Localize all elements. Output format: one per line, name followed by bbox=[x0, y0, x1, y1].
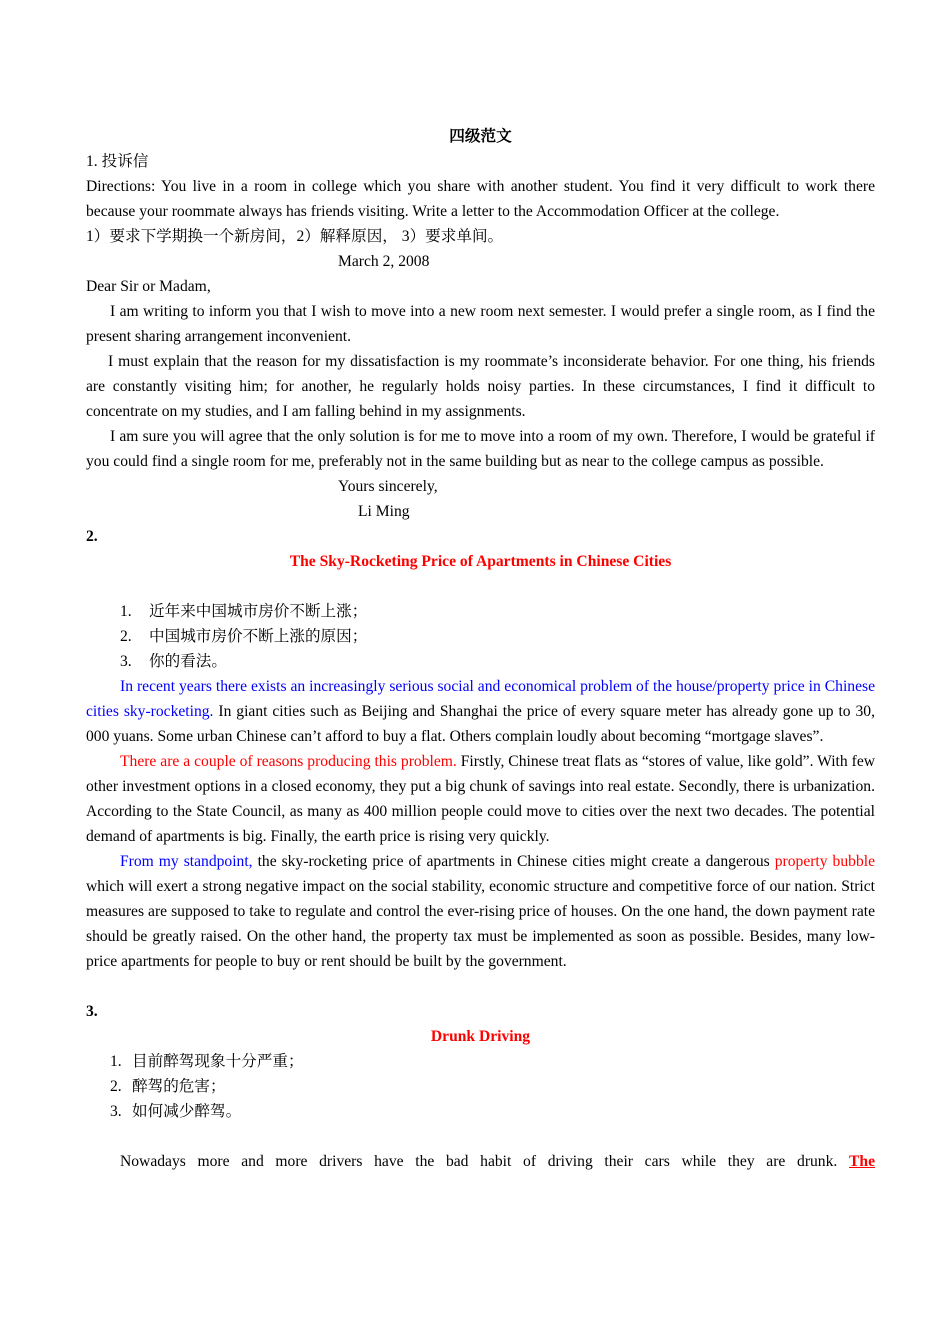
essay-2-paragraph-1: In recent years there exists an increasingly serious social and economical problem of the house/property price in Chinese cities sky-rocketing. In giant cities such as Beijing and Shanghai the price of every square meter has already gone up to 30, 000 yuans. Some urban Chinese can’t afford to buy a flat. Others complain loudly about becoming “mortgage slaves”. bbox=[86, 678, 876, 745]
outline-item: 2. 醉驾的危害； bbox=[110, 1078, 226, 1095]
section-3-title: Drunk Driving bbox=[430, 1028, 531, 1045]
letter-signature: Li Ming bbox=[358, 503, 410, 520]
letter-paragraph-1: I am writing to inform you that I wish to move into a new room next semester. I would prefer a single room, as I find the present sharing arrangement inconvenient. bbox=[86, 303, 875, 345]
letter-paragraph-3: I am sure you will agree that the only solution is for me to move into a room of my own. Therefore, I would be grateful if you could find a single room for me, preferably not in the same building but as near to the college campus as possible. bbox=[86, 428, 875, 470]
requirements-line: 1）要求下学期换一个新房间，2）解释原因， 3）要求单间。 bbox=[86, 228, 504, 245]
directions-paragraph: Directions: You live in a room in college which you share with another student. You find it very difficult to work there because your roommate always has friends visiting. Write a letter to the Accommodation Officer at the college. bbox=[86, 178, 875, 220]
topic-sentence: There are a couple of reasons producing this problem. bbox=[120, 753, 457, 770]
section-2-title: The Sky-Rocketing Price of Apartments in Chinese Cities bbox=[289, 553, 672, 570]
section-2-number: 2. bbox=[86, 528, 98, 545]
spacer bbox=[86, 974, 875, 999]
outline-item: 1. 近年来中国城市房价不断上涨； bbox=[120, 603, 368, 620]
topic-sentence: In recent years there exists an increasingly serious social and economical problem of the house/property price in Chinese cities sky-rocketing. bbox=[86, 678, 875, 720]
document-page bbox=[86, 124, 875, 1174]
essay-2-paragraph-2: There are a couple of reasons producing this problem. Firstly, Chinese treat flats as “stores of value, like gold”. With few other investment options in a closed economy, they put a big chunk of savings into real estate. Secondly, there is urbanization. According to the State Council, as many as 400 million people could move to cities over the next two decades. The potential demand of apartments is big. Finally, the earth price is rising very quickly. bbox=[86, 753, 876, 845]
essay-3-paragraph-1: Nowadays more and more drivers have the bad habit of driving their cars while they are drunk. The bbox=[120, 1153, 875, 1170]
spacer bbox=[86, 1124, 875, 1149]
letter-closing: Yours sincerely, bbox=[338, 478, 438, 495]
section-3-number: 3. bbox=[86, 1003, 98, 1020]
outline-item: 3. 如何减少醉驾。 bbox=[110, 1103, 242, 1120]
topic-sentence: From my standpoint, bbox=[120, 853, 253, 870]
outline-item: 3. 你的看法。 bbox=[120, 653, 227, 670]
document-title: 四级范文 bbox=[449, 128, 512, 145]
outline-item: 1. 目前醉驾现象十分严重； bbox=[110, 1053, 304, 1070]
section-1-heading: 1. 投诉信 bbox=[86, 153, 149, 170]
highlight-phrase: The bbox=[849, 1153, 875, 1170]
letter-paragraph-2: I must explain that the reason for my dissatisfaction is my roommate’s inconsiderate behavior. For one thing, his friends are constantly visiting him; for another, he regularly holds noisy parties. In these circumstances, I find it difficult to concentrate on my studies, and I am falling behind in my assignments. bbox=[86, 353, 875, 420]
letter-salutation: Dear Sir or Madam, bbox=[86, 278, 211, 295]
essay-2-paragraph-3: From my standpoint, the sky-rocketing price of apartments in Chinese cities might create a dangerous property bubble which will exert a strong negative impact on the social stability, economic structure and competitive force of our nation. Strict measures are supposed to take to regulate and control the ever-rising price of houses. On the one hand, the down payment rate should be greatly raised. On the other hand, the property tax must be implemented as soon as possible. Besides, many low-price apartments for people to buy or rent should be built by the government. bbox=[86, 853, 875, 970]
highlight-phrase: property bubble bbox=[774, 853, 875, 870]
spacer bbox=[86, 574, 875, 599]
outline-item: 2. 中国城市房价不断上涨的原因； bbox=[120, 628, 368, 645]
letter-date: March 2, 2008 bbox=[338, 253, 430, 270]
